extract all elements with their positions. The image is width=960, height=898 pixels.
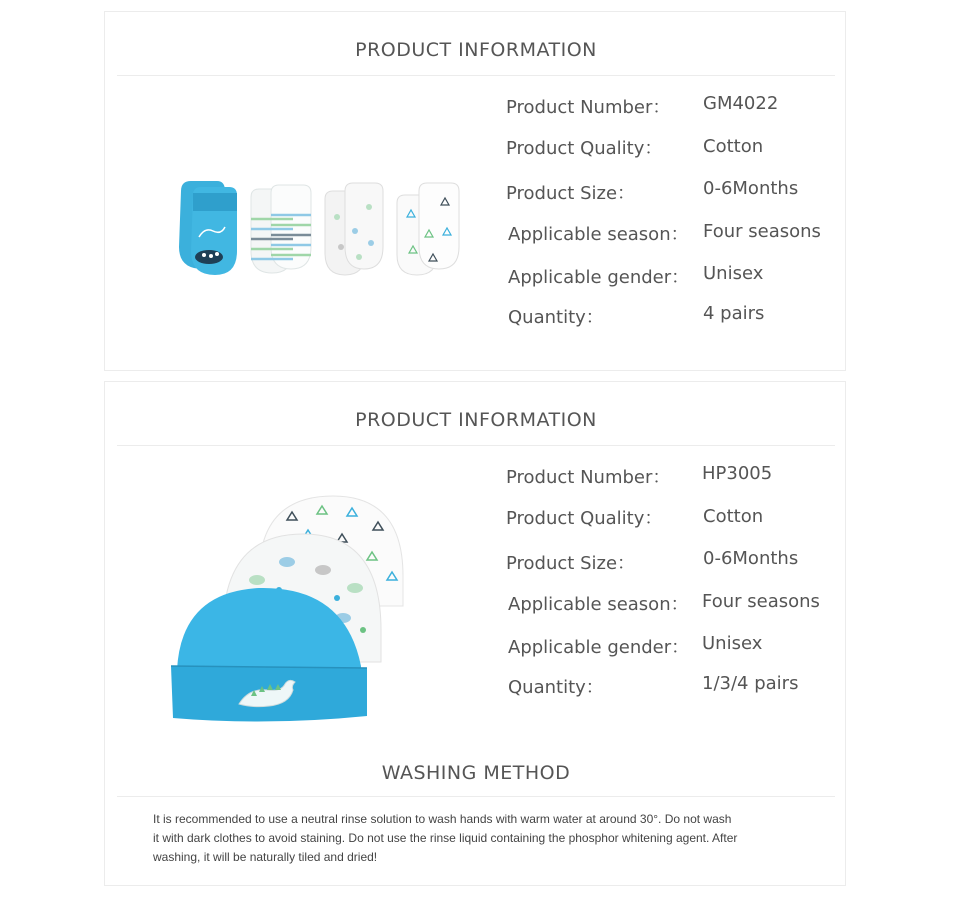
spec-label-product-number: Product Number： [506,467,671,488]
spec-label-applicable-gender: Applicable gender： [508,637,690,658]
washing-method-title: WASHING METHOD [381,762,571,784]
spec-label-applicable-season: Applicable season： [508,224,689,245]
section-title: PRODUCT INFORMATION [355,409,597,431]
divider [117,75,835,76]
section-title: PRODUCT INFORMATION [355,39,597,61]
product-info-card-mittens [104,11,846,371]
washing-instructions [153,810,813,867]
spec-label-product-quality: Product Quality： [506,508,663,529]
spec-value-product-quality: Cotton [703,506,764,527]
baby-hats-image [167,490,427,722]
spec-value-quantity: 4 pairs [703,303,765,324]
spec-value-applicable-season: Four seasons [702,591,820,612]
spec-label-quantity: Quantity： [508,677,604,698]
divider [117,445,835,446]
spec-value-applicable-gender: Unisex [702,633,763,654]
spec-label-product-size: Product Size： [506,553,636,574]
spec-value-product-number: GM4022 [703,93,779,114]
spec-label-product-number: Product Number： [506,97,671,118]
washing-line: It is recommended to use a neutral rinse solution to wash hands with warm water at around 30°. Do not wash [153,812,732,826]
washing-line: washing, it will be naturally tiled and dried! [153,850,378,864]
spec-value-product-number: HP3005 [702,463,773,484]
spec-label-quantity: Quantity： [508,307,604,328]
washing-line: it with dark clothes to avoid staining. Do not use the rinse liquid containing the phosphor whitening agent. After [153,831,738,845]
spec-label-applicable-season: Applicable season： [508,594,689,615]
spec-value-applicable-season: Four seasons [703,221,821,242]
spec-label-applicable-gender: Applicable gender： [508,267,690,288]
spec-label-product-size: Product Size： [506,183,636,204]
product-info-card-hats [104,381,846,886]
spec-value-product-size: 0-6Months [703,548,799,569]
divider [117,796,835,797]
spec-label-product-quality: Product Quality： [506,138,663,159]
spec-value-product-size: 0-6Months [703,178,799,199]
spec-value-product-quality: Cotton [703,136,764,157]
spec-value-quantity: 1/3/4 pairs [702,673,799,694]
baby-mittens-image [173,177,473,277]
spec-value-applicable-gender: Unisex [703,263,764,284]
